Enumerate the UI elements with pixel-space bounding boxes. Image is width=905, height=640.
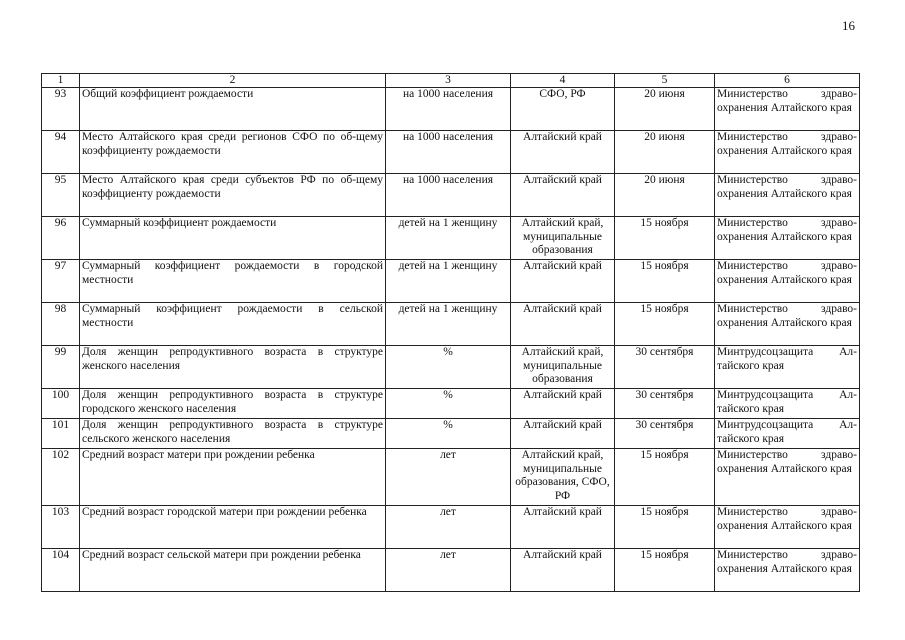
unit-of-measure: детей на 1 женщину (386, 217, 511, 260)
column-number-5: 5 (615, 74, 715, 88)
column-number-1: 1 (42, 74, 80, 88)
table-row (42, 549, 860, 592)
row-number: 98 (42, 303, 80, 346)
deadline-date: 15 ноября (615, 449, 715, 506)
territory: Алтайский край (511, 506, 615, 549)
indicator-name: Средний возраст сельской матери при рождении ребенка (80, 549, 386, 592)
table-row (42, 346, 860, 389)
responsible-body: Минтрудсоцзащита Ал-тайского края (715, 346, 860, 389)
table-row (42, 419, 860, 449)
indicator-name: Суммарный коэффициент рождаемости в сельской местности (80, 303, 386, 346)
territory: Алтайский край (511, 260, 615, 303)
table-row (42, 506, 860, 549)
table-row (42, 260, 860, 303)
indicator-name: Доля женщин репродуктивного возраста в структуре сельского женского населения (80, 419, 386, 449)
table-row (42, 131, 860, 174)
territory: Алтайский край (511, 419, 615, 449)
territory: Алтайский край (511, 389, 615, 419)
table-row (42, 174, 860, 217)
unit-of-measure: лет (386, 549, 511, 592)
deadline-date: 20 июня (615, 131, 715, 174)
responsible-body: Минтрудсоцзащита Ал-тайского края (715, 419, 860, 449)
deadline-date: 15 ноября (615, 303, 715, 346)
page-number: 16 (842, 18, 855, 33)
responsible-body: Министерство здраво-охранения Алтайского края (715, 88, 860, 131)
unit-of-measure: на 1000 населения (386, 88, 511, 131)
row-number: 100 (42, 389, 80, 419)
territory: Алтайский край (511, 131, 615, 174)
row-number: 97 (42, 260, 80, 303)
column-number-2: 2 (80, 74, 386, 88)
table-row (42, 217, 860, 260)
deadline-date: 30 сентября (615, 389, 715, 419)
unit-of-measure: лет (386, 506, 511, 549)
deadline-date: 30 сентября (615, 346, 715, 389)
row-number: 93 (42, 88, 80, 131)
responsible-body: Минтрудсоцзащита Ал-тайского края (715, 389, 860, 419)
row-number: 103 (42, 506, 80, 549)
deadline-date: 15 ноября (615, 506, 715, 549)
responsible-body: Министерство здраво-охранения Алтайского края (715, 549, 860, 592)
column-number-6: 6 (715, 74, 860, 88)
indicator-name: Средний возраст городской матери при рождении ребенка (80, 506, 386, 549)
table-row (42, 449, 860, 506)
responsible-body: Министерство здраво-охранения Алтайского края (715, 449, 860, 506)
unit-of-measure: на 1000 населения (386, 131, 511, 174)
territory: Алтайский край, муниципальные образования, СФО, РФ (511, 449, 615, 506)
unit-of-measure: детей на 1 женщину (386, 260, 511, 303)
indicator-name: Суммарный коэффициент рождаемости в городской местности (80, 260, 386, 303)
indicator-name: Доля женщин репродуктивного возраста в структуре городского женского населения (80, 389, 386, 419)
responsible-body: Министерство здраво-охранения Алтайского края (715, 303, 860, 346)
unit-of-measure: на 1000 населения (386, 174, 511, 217)
column-number-4: 4 (511, 74, 615, 88)
deadline-date: 15 ноября (615, 217, 715, 260)
table-row (42, 389, 860, 419)
responsible-body: Министерство здраво-охранения Алтайского края (715, 260, 860, 303)
table-row (42, 303, 860, 346)
indicator-name: Суммарный коэффициент рождаемости (80, 217, 386, 260)
indicator-name: Общий коэффициент рождаемости (80, 88, 386, 131)
row-number: 96 (42, 217, 80, 260)
table-row (42, 88, 860, 131)
table-body (42, 74, 860, 592)
unit-of-measure: % (386, 389, 511, 419)
territory: Алтайский край (511, 549, 615, 592)
responsible-body: Министерство здраво-охранения Алтайского края (715, 174, 860, 217)
territory: Алтайский край (511, 174, 615, 217)
unit-of-measure: % (386, 419, 511, 449)
unit-of-measure: детей на 1 женщину (386, 303, 511, 346)
row-number: 102 (42, 449, 80, 506)
deadline-date: 15 ноября (615, 260, 715, 303)
responsible-body: Министерство здраво-охранения Алтайского края (715, 217, 860, 260)
territory: Алтайский край (511, 303, 615, 346)
indicator-table (41, 73, 860, 592)
indicator-name: Место Алтайского края среди субъектов РФ по об-щему коэффициенту рождаемости (80, 174, 386, 217)
deadline-date: 20 июня (615, 174, 715, 217)
unit-of-measure: % (386, 346, 511, 389)
row-number: 99 (42, 346, 80, 389)
responsible-body: Министерство здраво-охранения Алтайского края (715, 131, 860, 174)
indicator-name: Доля женщин репродуктивного возраста в структуре женского населения (80, 346, 386, 389)
column-number-row (42, 74, 860, 88)
deadline-date: 15 ноября (615, 549, 715, 592)
row-number: 101 (42, 419, 80, 449)
deadline-date: 20 июня (615, 88, 715, 131)
column-number-3: 3 (386, 74, 511, 88)
territory: Алтайский край, муниципальные образования (511, 346, 615, 389)
row-number: 95 (42, 174, 80, 217)
row-number: 94 (42, 131, 80, 174)
territory: СФО, РФ (511, 88, 615, 131)
indicator-name: Место Алтайского края среди регионов СФО по об-щему коэффициенту рождаемости (80, 131, 386, 174)
territory: Алтайский край, муниципальные образования (511, 217, 615, 260)
row-number: 104 (42, 549, 80, 592)
responsible-body: Министерство здраво-охранения Алтайского края (715, 506, 860, 549)
unit-of-measure: лет (386, 449, 511, 506)
indicator-name: Средний возраст матери при рождении ребенка (80, 449, 386, 506)
deadline-date: 30 сентября (615, 419, 715, 449)
